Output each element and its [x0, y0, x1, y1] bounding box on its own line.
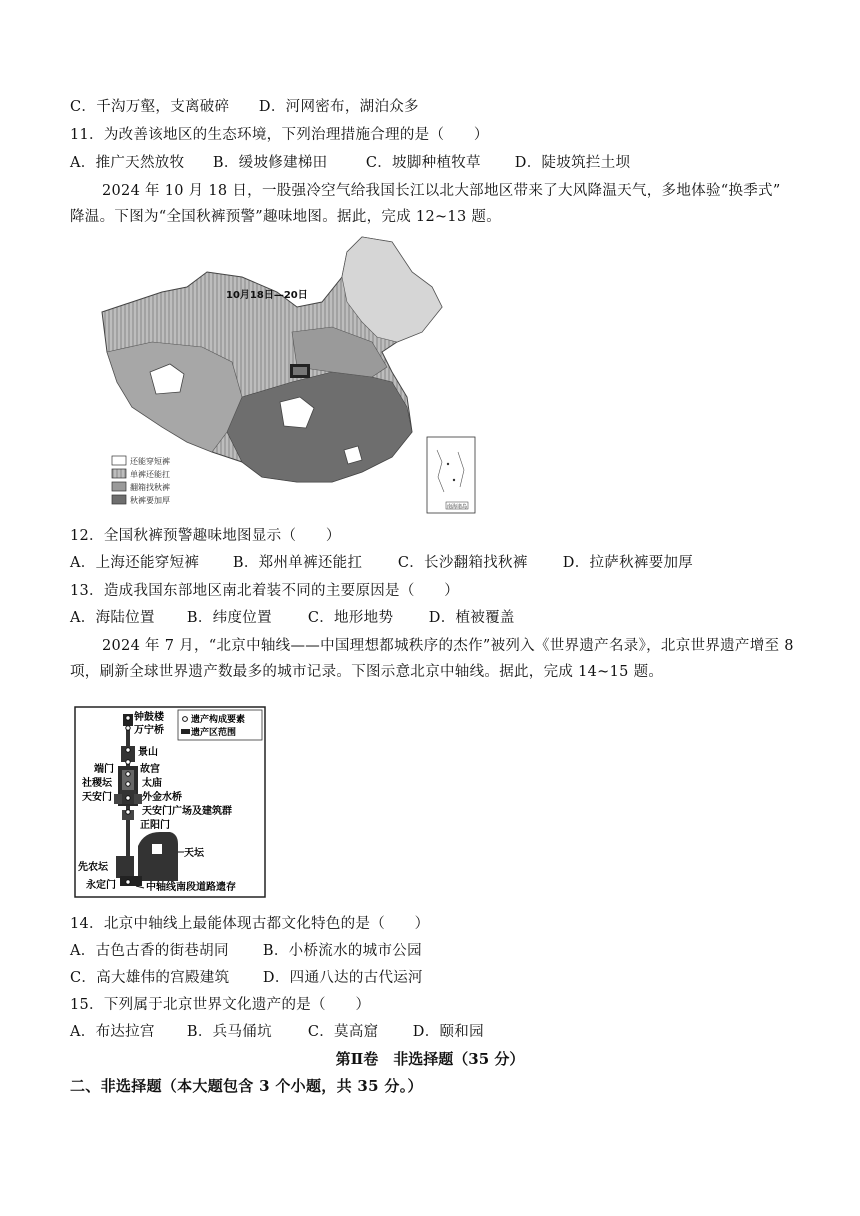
q11-options	[70, 153, 630, 173]
autumn-pants-map	[92, 232, 484, 520]
legend-item-3: 翻箱找秋裤	[130, 483, 170, 492]
label-gugong: 故宫	[140, 764, 160, 775]
west-region	[107, 342, 242, 452]
label-shejitan: 社稷坛	[82, 778, 112, 789]
label-waijinshuiqiao: 外金水桥	[142, 792, 182, 803]
q11-stem: 11．为改善该地区的生态环境，下列治理措施合理的是（ ）	[70, 127, 489, 143]
q14-options-row2	[70, 968, 423, 988]
label-square: 天安门广场及建筑群	[142, 806, 232, 817]
q11-option-b: B．缓坡修建梯田	[212, 155, 328, 171]
q12-option-b: B．郑州单裤还能扛	[232, 555, 363, 571]
q14-options-row1	[70, 941, 422, 961]
map2-legend	[178, 710, 262, 740]
q12-option-c: C．长沙翻箱找秋裤	[397, 555, 528, 571]
map1-legend	[112, 456, 170, 505]
inset-label: 南海诸岛	[447, 504, 468, 510]
q12-option-d: D．拉萨秋裤要加厚	[562, 555, 694, 571]
beijing-axis-map	[74, 706, 266, 898]
tiantan-zone	[138, 832, 178, 881]
q15-option-b: B．兵马俑坑	[186, 1024, 272, 1040]
q14-option-c: C．高大雄伟的宫殿建筑	[70, 970, 230, 986]
q14-option-d: D．四通八达的古代运河	[262, 970, 423, 986]
q15-option-d: D．颐和园	[412, 1024, 484, 1040]
q13-option-d: D．植被覆盖	[428, 610, 515, 626]
label-tiananmen: 天安门	[82, 792, 112, 803]
intro2-line2: 项，刷新全球世界遗产数最多的城市记录。下图示意北京中轴线。据此，完成 14~15 题。	[70, 664, 664, 680]
q15-option-a: A．布达拉宫	[70, 1024, 155, 1040]
label-road: 中轴线南段道路遗存	[146, 882, 236, 893]
legend-heritage-element: 遗产构成要素	[191, 715, 246, 725]
xiannongtan-zone	[116, 856, 134, 878]
q15-option-c: C．莫高窟	[307, 1024, 379, 1040]
q12-option-a: A．上海还能穿短裤	[70, 555, 200, 571]
legend-item-4: 秋裤要加厚	[130, 496, 170, 505]
south-sea-inset	[427, 437, 475, 513]
q13-option-a: A．海陆位置	[70, 610, 155, 626]
label-zhonggulou: 钟鼓楼	[134, 712, 164, 723]
q15-options	[70, 1022, 484, 1042]
q14-option-b: B．小桥流水的城市公园	[262, 943, 422, 959]
intro2-line1: 2024 年 7 月，“北京中轴线——中国理想都城秩序的杰作”被列入《世界遗产名录》，北京世界遗产增至 8	[102, 638, 794, 654]
q13-stem: 13．造成我国东部地区南北着装不同的主要原因是（ ）	[70, 583, 460, 599]
q10-options	[70, 97, 419, 117]
q11-option-a: A．推广天然放牧	[70, 155, 185, 171]
q12-options	[70, 553, 693, 573]
q13-option-c: C．地形地势	[307, 610, 394, 626]
label-yongdingmen: 永定门	[86, 880, 116, 891]
q14-option-a: A．古色古香的街巷胡同	[70, 943, 229, 959]
label-xiannongtan: 先农坛	[78, 862, 108, 873]
label-taimiao: 太庙	[142, 778, 162, 789]
legend-heritage-zone: 遗产区范围	[191, 728, 237, 738]
q13-option-b: B．纬度位置	[186, 610, 272, 626]
label-jingshan: 景山	[138, 747, 158, 758]
label-tiantan: 天坛	[184, 848, 204, 859]
central-axis-figure	[74, 706, 266, 898]
china-map-figure	[92, 232, 484, 520]
intro1-line2: 降温。下图为“全国秋裤预警”趣味地图。据此，完成 12~13 题。	[70, 209, 501, 225]
label-zhengyangmen: 正阳门	[140, 820, 170, 831]
q14-stem: 14．北京中轴线上最能体现古都文化特色的是（ ）	[70, 916, 430, 932]
label-duanmen: 端门	[94, 764, 114, 775]
q13-options	[70, 608, 515, 628]
label-wanningqiao: 万宁桥	[134, 725, 164, 736]
legend-item-1: 还能穿短裤	[130, 457, 170, 466]
legend-item-2: 单裤还能扛	[130, 470, 170, 479]
q15-stem: 15．下列属于北京世界文化遗产的是（ ）	[70, 997, 371, 1013]
q11-option-d: D．陡坡筑拦土坝	[514, 155, 631, 171]
q10-option-d: D．河网密布，湖泊众多	[258, 99, 419, 115]
q12-stem: 12．全国秋裤预警趣味地图显示（ ）	[70, 528, 341, 544]
section2-heading: 二、非选择题（本大题包含 3 个小题，共 35 分。）	[70, 1077, 423, 1095]
q10-option-c: C．千沟万壑，支离破碎	[70, 99, 230, 115]
part2-title: 第Ⅱ卷 非选择题（35 分）	[335, 1050, 525, 1068]
q11-option-c: C．坡脚种植牧草	[365, 155, 481, 171]
map1-date-label: 10月18日—20日	[226, 290, 308, 301]
intro1-line1: 2024 年 10 月 18 日，一股强冷空气给我国长江以北大部地区带来了大风降温天气，多地体验“换季式”	[102, 183, 781, 199]
